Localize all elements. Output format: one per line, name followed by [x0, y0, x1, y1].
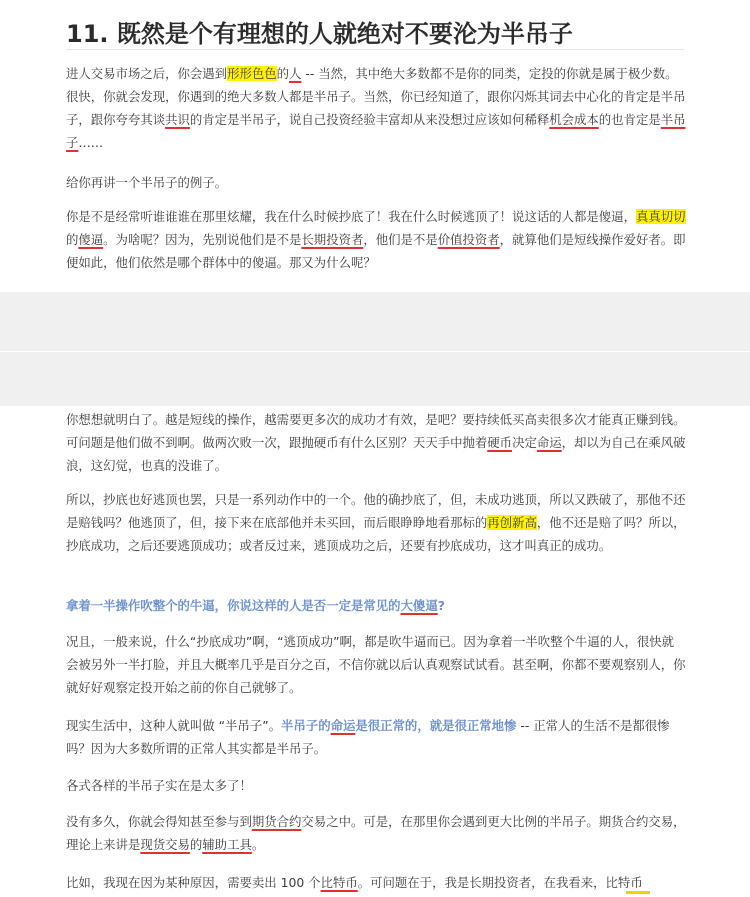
underline-bitebi: 比特币: [320, 875, 358, 890]
text: 进人交易市场之后，你会遇到: [66, 66, 228, 81]
text: 现实生活中，这种人就叫做 “半吊子”。: [66, 718, 282, 733]
text: 你是不是经常听谁谁谁在那里炫耀，我在什么时候抄底了！我在什么时候逃顶了！说这话的人都是傻逼，: [66, 209, 636, 224]
text: ……: [78, 135, 104, 150]
text: ，他不还是赔了吗？所以，抄底成功，之后还要逃顶成功；或者反过来，逃顶成功之后，还要有抄底成功，这才叫真正的成功。: [66, 515, 686, 553]
underline-jihuichengben: 机会成本: [549, 112, 599, 127]
text: 的肯定是半吊子，说自己投资经验丰富却从来没想过应该如何稀释: [189, 112, 550, 127]
text: ，就算他们是短线操作爱好者。即便如此，他们依然是哪个群体中的傻逼。那又为什么呢？: [66, 232, 686, 270]
underline-dashabi: 大傻逼: [400, 598, 438, 613]
paragraph-blue-question: [66, 594, 686, 617]
underline-xianhuojiaoyi: 现货交易: [140, 837, 190, 852]
text: 。为啥呢？因为，先别说他们是不是: [103, 232, 302, 247]
text: 。可问题在于，我是长期投资者，在我看来，比特币: [357, 875, 643, 890]
article-title: 11. 既然是个有理想的人就绝对不要沦为半吊子: [66, 20, 573, 48]
underline-qihuoheyue: 期货合约: [251, 814, 302, 829]
highlight-xingxingsese: 形形色色: [227, 66, 277, 81]
underline-bandiaozi: 半吊子: [66, 112, 686, 150]
text: 比如，我现在因为某种原因，需要卖出 100 个: [66, 875, 321, 890]
underline-changqitouzizhe: 长期投资者: [301, 232, 364, 247]
text: 。: [251, 837, 265, 852]
title-divider: [66, 49, 684, 50]
text: 的: [189, 837, 203, 852]
text: 拿着一半操作吹整个的牛逼，你说这样的人是否一定是常见的: [66, 598, 401, 613]
paragraph-short-term: [66, 408, 686, 477]
paragraph-real-life: [66, 714, 686, 760]
underline-yingbi: 硬币: [487, 435, 513, 450]
paragraph-bottom-fishing: [66, 205, 686, 274]
highlight-mark-fragment: [626, 891, 650, 894]
text: 的: [66, 232, 79, 247]
article-bottom-section: [0, 406, 750, 897]
article-top-section: [0, 0, 750, 292]
underline-shabi: 傻逼: [78, 232, 104, 247]
text: 没有多久，你就会得知甚至参与到: [66, 814, 252, 829]
paragraph-futures: [66, 810, 686, 856]
highlight-zaichuangxingao: 再创新高: [487, 515, 537, 530]
text: -- 正常人的生活不是都很惨吗？因为大多数所谓的正常人其实都是半吊子。: [66, 718, 670, 756]
paragraph-bitcoin: [66, 871, 686, 894]
paragraph-bragging: 况且，一般来说，什么“抄底成功”啊，“逃顶成功”啊，都是吹牛逼而已。因为拿着一半吹整个牛逼的人，很快就会被另外一半打脸，并且大概率几乎是百分之百，不信你就以后认真观察试试看。甚至啊，你都不要观察别人，你就好好观察定投开始之前的你自己就够了。: [66, 634, 686, 695]
underline-mingyun-blue: 命运: [330, 718, 356, 733]
underline-ren: 人: [289, 66, 302, 81]
page-break-line: [0, 351, 750, 352]
underline-gongshi: 共识: [165, 112, 190, 127]
text: -- 当然，其中绝大多数都不是你的同类，定投的你就是属于极少数。很快，你就会发现，你遇到的绝大多数人都是半吊子。当然，你已经知道了，跟你闪烁其词去中心化的肯定是半吊子，跟你夸夸其谈: [66, 66, 686, 127]
text: 的: [276, 66, 290, 81]
text: 交易之中。可是，在那里你会遇到更大比例的半吊子。期货合约交易，理论上来讲是: [66, 814, 686, 852]
paragraph-example-intro: 给你再讲一个半吊子的例子。: [66, 175, 228, 190]
text: ，他们是不是: [363, 232, 438, 247]
paragraph-bottom-and-top: [66, 488, 686, 557]
highlight-zhenzhenqieqie: 真真切切: [635, 209, 686, 224]
blue-text: 半吊子的: [281, 718, 331, 733]
text: 你想想就明白了。越是短线的操作，越需要更多次的成功才有效，是吧？要持续低买高卖很多次才能真正赚到钱。可问题是他们做不到啊。做两次败一次，跟抛硬币有什么区别？天天手中抛着: [66, 412, 686, 450]
underline-jiazhitouzizhe: 价值投资者: [437, 232, 500, 247]
text: ，却以为自己在乘风破浪，这幻觉，也真的没谁了。: [66, 435, 686, 473]
text: 的也肯定是: [598, 112, 661, 127]
blue-text: 是很正常的，就是很正常地惨: [355, 718, 517, 733]
text: 决定: [512, 435, 537, 450]
paragraph-so-many: 各式各样的半吊子实在是太多了！: [66, 778, 252, 793]
text: ?: [437, 598, 445, 613]
paragraph-intro: [66, 62, 686, 154]
underline-fuzhugongju: 辅助工具: [202, 837, 252, 852]
underline-mingyun: 命运: [536, 435, 562, 450]
text: 所以，抄底也好逃顶也罢，只是一系列动作中的一个。他的确抄底了，但，未成功逃顶，所以又跌破了，那他不还是赔钱吗？他逃顶了，但，接下来在底部他并未买回，而后眼睁睁地看那标的: [66, 492, 686, 530]
page-break-band: [0, 292, 750, 406]
